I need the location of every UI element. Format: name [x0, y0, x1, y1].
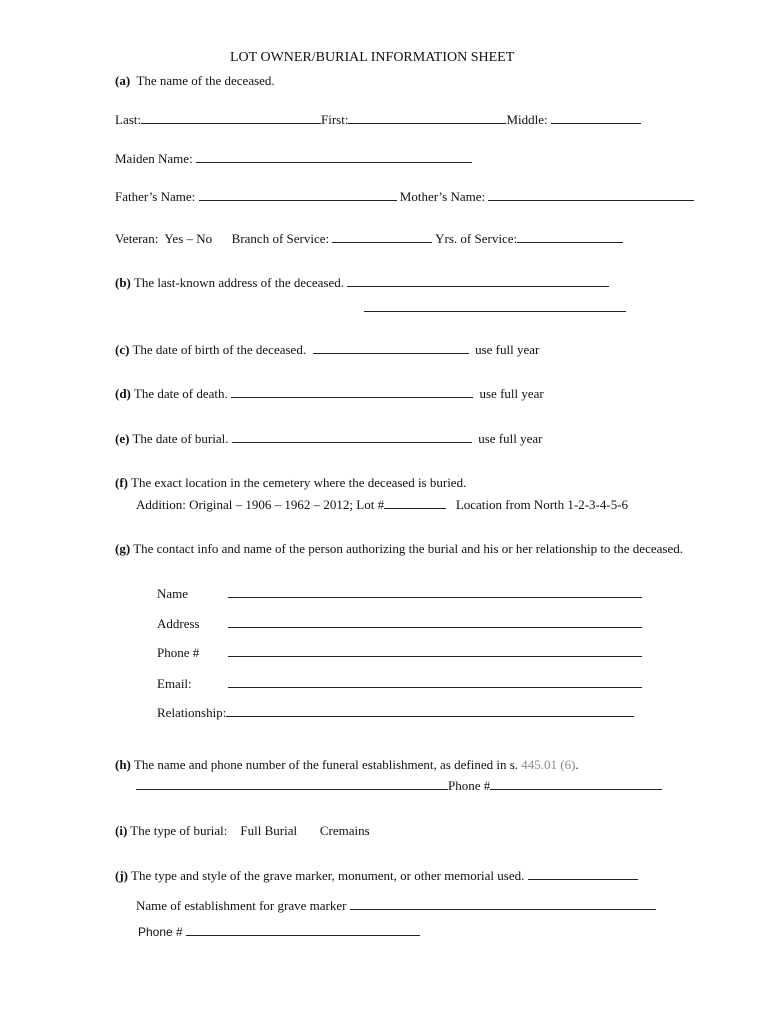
section-h [115, 757, 579, 773]
funeral-phone-label: Phone # [448, 778, 491, 793]
contact-phone-field[interactable] [228, 645, 642, 657]
section-i [115, 823, 370, 839]
section-f [115, 475, 466, 491]
branch-label: Branch of Service: [231, 231, 330, 246]
location-label: Location from North 1-2-3-4-5-6 [455, 497, 629, 512]
contact-email-field[interactable] [228, 676, 642, 688]
veteran-label: Veteran: [115, 231, 159, 246]
veteran-row [115, 231, 623, 247]
years-field[interactable] [517, 231, 623, 243]
address-field-1[interactable] [347, 275, 609, 287]
address-field-2[interactable] [364, 300, 626, 312]
marker-establishment-field[interactable] [350, 898, 656, 910]
contact-address-row [157, 616, 200, 632]
marker-establishment-row [136, 898, 656, 914]
contact-phone-row [157, 645, 199, 661]
section-j [115, 868, 638, 884]
first-name-field[interactable] [348, 112, 506, 124]
burial-date-field[interactable] [232, 431, 472, 443]
section-g [115, 541, 683, 557]
section-c [115, 342, 539, 358]
death-date-hint: use full year [479, 386, 544, 401]
lot-number-field[interactable] [384, 497, 446, 509]
section-b-label: (b) [115, 275, 131, 290]
section-d-label: (d) [115, 386, 131, 401]
section-c-text: The date of birth of the deceased. [132, 342, 307, 357]
contact-relationship-field[interactable] [226, 705, 634, 717]
years-label: Yrs. of Service: [435, 231, 518, 246]
section-e [115, 431, 542, 447]
father-name-label: Father’s Name: [115, 189, 196, 204]
section-b-text: The last-known address of the deceased. [133, 275, 344, 290]
contact-name-label: Name [157, 586, 189, 601]
last-name-field[interactable] [141, 112, 321, 124]
father-name-field[interactable] [199, 189, 397, 201]
contact-name-field[interactable] [228, 586, 642, 598]
section-a [115, 73, 275, 89]
name-row [115, 112, 641, 128]
maiden-name-label: Maiden Name: [115, 151, 193, 166]
birth-date-hint: use full year [475, 342, 540, 357]
section-d-text: The date of death. [133, 386, 228, 401]
statute-link[interactable]: 445.01 (6) [521, 757, 576, 772]
addition-label: Addition: Original – 1906 – 1962 – 2012; Lot # [136, 497, 385, 512]
mother-name-label: Mother’s Name: [399, 189, 486, 204]
addition-row [136, 497, 628, 513]
section-g-label: (g) [115, 541, 131, 556]
funeral-establishment-field[interactable] [136, 778, 448, 790]
grave-marker-field[interactable] [528, 868, 638, 880]
branch-field[interactable] [332, 231, 432, 243]
death-date-field[interactable] [231, 386, 473, 398]
mother-name-field[interactable] [488, 189, 694, 201]
full-burial-option[interactable]: Full Burial [240, 823, 298, 838]
burial-date-hint: use full year [478, 431, 543, 446]
contact-email-row [157, 676, 192, 692]
first-name-label: First: [321, 112, 349, 127]
section-f-label: (f) [115, 475, 128, 490]
birth-date-field[interactable] [313, 342, 469, 354]
section-e-label: (e) [115, 431, 130, 446]
page-title: LOT OWNER/BURIAL INFORMATION SHEET [230, 50, 515, 65]
address-line-2 [364, 300, 626, 316]
section-h-period: . [575, 757, 579, 772]
section-f-text: The exact location in the cemetery where the deceased is buried. [131, 475, 467, 490]
section-a-text: The name of the deceased. [136, 73, 275, 88]
section-h-label: (h) [115, 757, 131, 772]
middle-name-field[interactable] [551, 112, 641, 124]
last-name-label: Last: [115, 112, 141, 127]
section-i-text: The type of burial: [130, 823, 228, 838]
contact-email-label: Email: [157, 676, 192, 691]
cremains-option[interactable]: Cremains [319, 823, 370, 838]
section-g-text: The contact info and name of the person authorizing the burial and his or her relationship to the deceased. [133, 541, 683, 556]
parents-row [115, 189, 694, 205]
maiden-name-field[interactable] [196, 151, 472, 163]
contact-address-field[interactable] [228, 616, 642, 628]
funeral-phone-field[interactable] [490, 778, 662, 790]
veteran-options[interactable]: Yes – No [164, 231, 213, 246]
contact-phone-label: Phone # [157, 645, 200, 660]
section-b [115, 275, 609, 291]
marker-phone-label: Phone # [138, 925, 183, 939]
funeral-row [136, 778, 662, 794]
marker-establishment-label: Name of establishment for grave marker [136, 898, 347, 913]
marker-phone-row [138, 924, 420, 940]
section-c-label: (c) [115, 342, 130, 357]
section-d [115, 386, 544, 402]
section-e-text: The date of burial. [132, 431, 229, 446]
contact-relationship-label: Relationship: [157, 705, 227, 720]
marker-phone-field[interactable] [186, 924, 420, 936]
section-a-label: (a) [115, 73, 131, 88]
section-i-label: (i) [115, 823, 128, 838]
contact-relationship-row [157, 705, 634, 721]
contact-address-label: Address [157, 616, 200, 631]
middle-name-label: Middle: [506, 112, 548, 127]
section-j-label: (j) [115, 868, 128, 883]
section-h-text: The name and phone number of the funeral establishment, as defined in s. [133, 757, 519, 772]
maiden-row [115, 151, 472, 167]
section-j-text: The type and style of the grave marker, monument, or other memorial used. [131, 868, 525, 883]
contact-name-row [157, 586, 188, 602]
